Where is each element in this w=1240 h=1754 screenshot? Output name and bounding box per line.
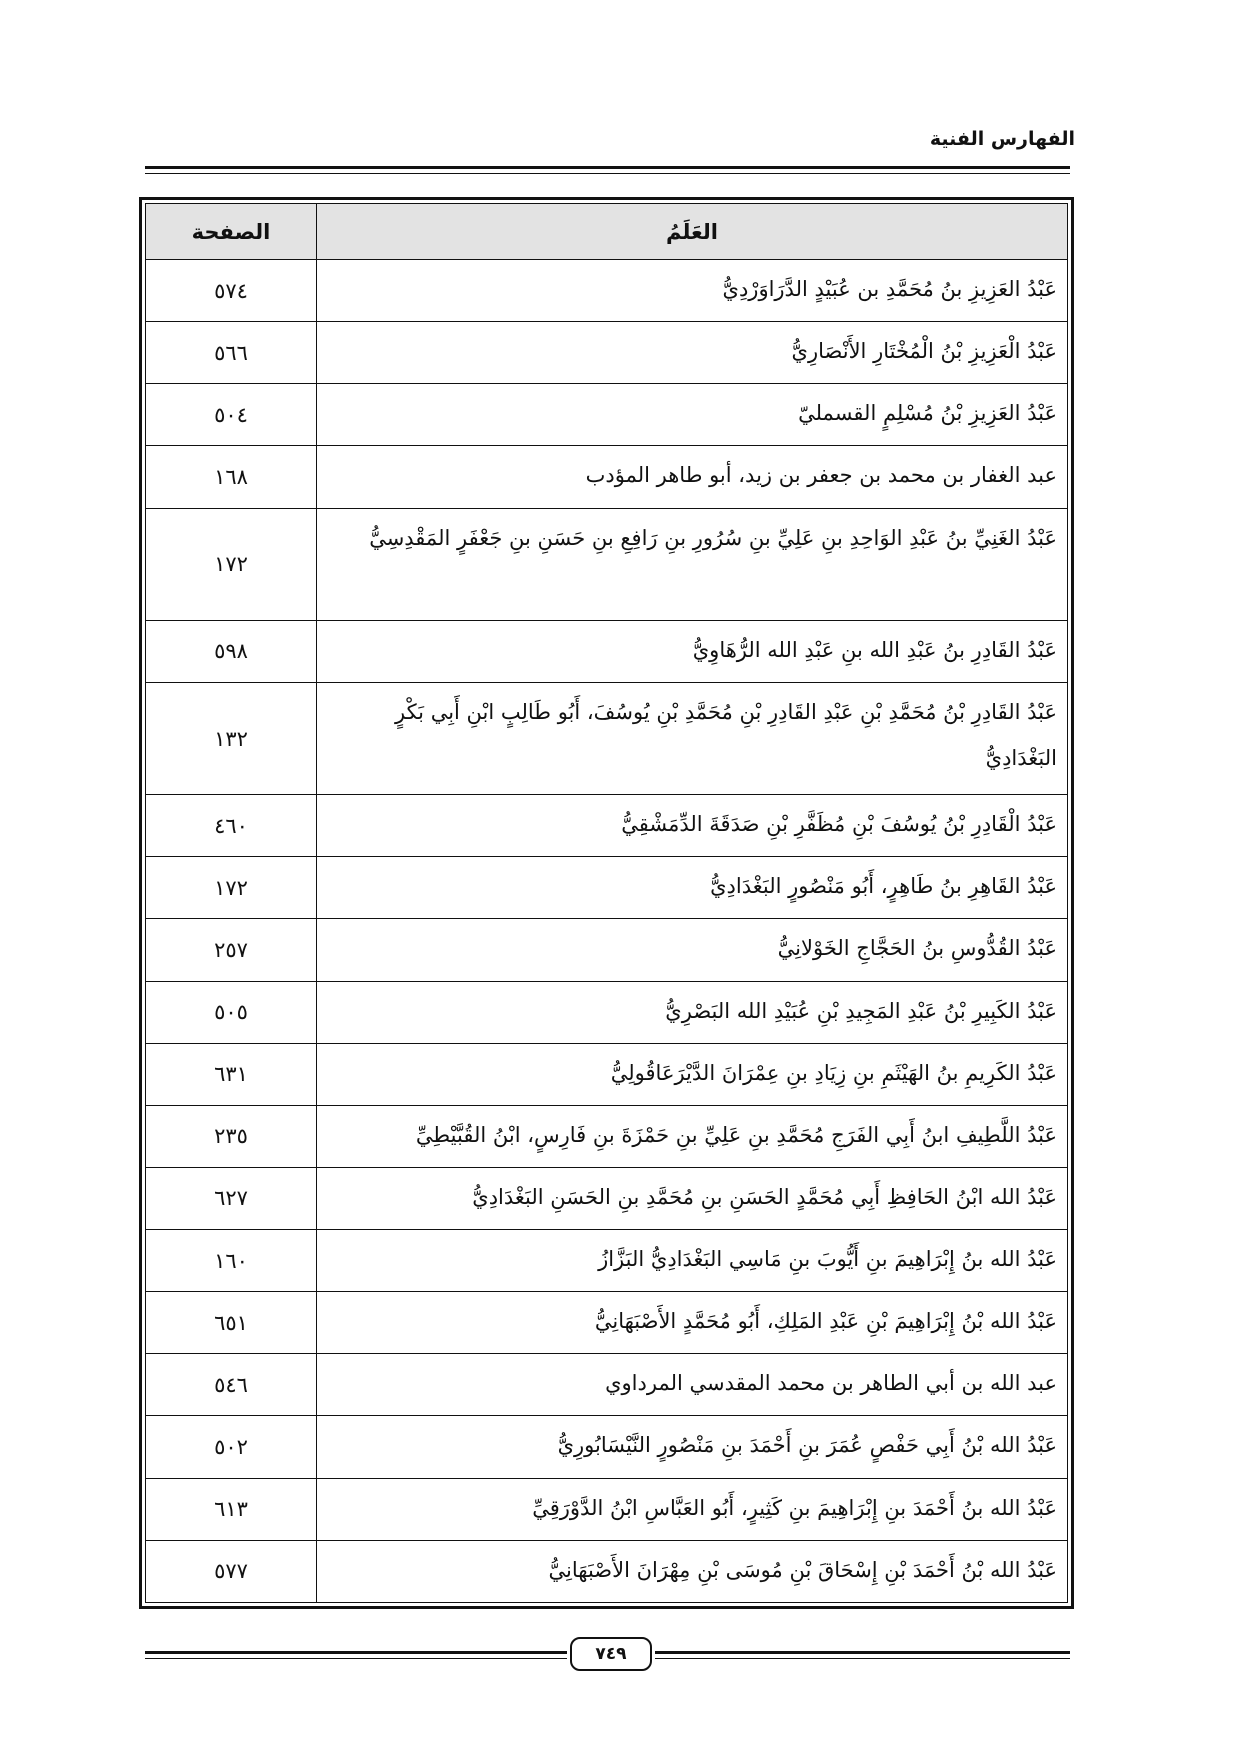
table-row: [146, 919, 1068, 981]
table-header-row: [146, 204, 1068, 260]
table-row: [146, 1292, 1068, 1354]
page-cell: ١٧٢: [146, 857, 317, 919]
footer-rule-right-thin: [655, 1658, 1070, 1659]
name-cell: عَبْدُ الغَنِيِّ بنُ عَبْدِ الوَاحِدِ بنِ عَلِيِّ بنِ سُرُورِ بنِ رَافِعِ بنِ حَسَنِ بنِ جَعْفَرٍ المَقْدِسِيُّ: [317, 508, 1068, 620]
name-cell: عَبْدُ القَادِرِ بنُ عَبْدِ الله بنِ عَبْدِ الله الرُّهَاوِيُّ: [317, 620, 1068, 682]
page-cell: ٥٠٥: [146, 981, 317, 1043]
header-rule-thin: [145, 173, 1070, 174]
name-cell: عَبْدُ القَادِرِ بْنُ مُحَمَّدِ بْنِ عَبْدِ القَادِرِ بْنِ مُحَمَّدِ بْنِ يُوسُفَ، أَبُو طَالِبٍ ابْنِ أَبِي بَكْرٍ البَغْدَادِيُّ: [317, 682, 1068, 794]
table-row: [146, 795, 1068, 857]
table-row: [146, 1416, 1068, 1478]
footer-rule-right: [655, 1651, 1070, 1654]
page-cell: ٦٥١: [146, 1292, 317, 1354]
table-row: [146, 857, 1068, 919]
name-cell: عَبْدُ الله بنُ إِبْرَاهِيمَ بنِ أَيُّوبَ بنِ مَاسِي البَغْدَادِيُّ البَزَّازُ: [317, 1230, 1068, 1292]
page-cell: ٥٠٤: [146, 384, 317, 446]
table-row: [146, 620, 1068, 682]
table-row: [146, 1043, 1068, 1105]
table-row: [146, 508, 1068, 620]
page-cell: ٦١٣: [146, 1478, 317, 1540]
table-row: [146, 1540, 1068, 1602]
name-cell: عَبْدُ الْعَزِيزِ بْنُ الْمُخْتَارِ الأَنْصَارِيُّ: [317, 322, 1068, 384]
name-cell: عبد الله بن أبي الطاهر بن محمد المقدسي المرداوي: [317, 1354, 1068, 1416]
table-row: [146, 981, 1068, 1043]
page-cell: ٥٤٦: [146, 1354, 317, 1416]
page-cell: ١٧٢: [146, 508, 317, 620]
column-header-page: الصفحة: [146, 204, 317, 260]
page-number: ٧٤٩: [570, 1637, 652, 1671]
table-row: [146, 1478, 1068, 1540]
page-cell: ٦٢٧: [146, 1167, 317, 1229]
name-cell: عَبْدُ العَزِيزِ بْنُ مُسْلِمٍ القسمليّ: [317, 384, 1068, 446]
name-cell: عَبْدُ الله ابْنُ الحَافِظِ أَبِي مُحَمَّدٍ الحَسَنِ بنِ مُحَمَّدِ بنِ الحَسَنِ البَغْدَادِيُّ: [317, 1167, 1068, 1229]
page-cell: ٥٧٧: [146, 1540, 317, 1602]
name-cell: عَبْدُ الله بْنُ أَبِي حَفْصٍ عُمَرَ بنِ أَحْمَدَ بنِ مَنْصُورٍ النَّيْسَابُورِيُّ: [317, 1416, 1068, 1478]
header-rule-thick: [145, 166, 1070, 169]
table-row: [146, 1354, 1068, 1416]
page-cell: ٥٠٢: [146, 1416, 317, 1478]
page-cell: ٥٦٦: [146, 322, 317, 384]
index-table-frame: [139, 197, 1074, 1609]
page-cell: ١٦٠: [146, 1230, 317, 1292]
name-cell: عَبْدُ الله بْنُ أَحْمَدَ بْنِ إِسْحَاقَ بْنِ مُوسَى بْنِ مِهْرَانَ الأَصْبَهَانِيُّ: [317, 1540, 1068, 1602]
name-cell: عَبْدُ القَاهِرِ بنُ طَاهِرٍ، أَبُو مَنْصُورٍ البَغْدَادِيُّ: [317, 857, 1068, 919]
table-row: [146, 384, 1068, 446]
table-row: [146, 1167, 1068, 1229]
page-cell: ٥٧٤: [146, 260, 317, 322]
page-cell: ٥٩٨: [146, 620, 317, 682]
name-cell: عَبْدُ العَزِيزِ بنُ مُحَمَّدِ بن عُبَيْدٍ الدَّرَاوَرْدِيُّ: [317, 260, 1068, 322]
table-row: [146, 260, 1068, 322]
index-table: [145, 203, 1068, 1603]
table-row: [146, 322, 1068, 384]
name-cell: عَبْدُ الْقَادِرِ بْنُ يُوسُفَ بْنِ مُظَفَّرِ بْنِ صَدَقَةَ الدِّمَشْقِيُّ: [317, 795, 1068, 857]
footer-rule-left-thin: [145, 1658, 567, 1659]
page-cell: ١٣٢: [146, 682, 317, 794]
table-row: [146, 1230, 1068, 1292]
page-cell: ٢٥٧: [146, 919, 317, 981]
page-cell: ٤٦٠: [146, 795, 317, 857]
page-cell: ٦٣١: [146, 1043, 317, 1105]
table-row: [146, 682, 1068, 794]
name-cell: عَبْدُ الكَبِيرِ بْنُ عَبْدِ المَجِيدِ بْنِ عُبَيْدِ الله البَصْرِيُّ: [317, 981, 1068, 1043]
running-head-title: الفهارس الفنية: [929, 128, 1075, 150]
name-cell: عَبْدُ القُدُّوسِ بنُ الحَجَّاجِ الخَوْلانِيُّ: [317, 919, 1068, 981]
column-header-name: العَلَمُ: [317, 204, 1068, 260]
name-cell: عَبْدُ الله بْنُ إِبْرَاهِيمَ بْنِ عَبْدِ المَلِكِ، أَبُو مُحَمَّدٍ الأَصْبَهَانِيُّ: [317, 1292, 1068, 1354]
table-row: [146, 446, 1068, 508]
name-cell: عَبْدُ اللَّطِيفِ ابنُ أَبِي الفَرَجِ مُحَمَّدِ بنِ عَلِيِّ بنِ حَمْزَةَ بنِ فَارِسٍ، ابْنُ القُبَّيْطِيِّ: [317, 1105, 1068, 1167]
name-cell: عَبْدُ الكَرِيمِ بنُ الهَيْثَمِ بنِ زِيَادِ بنِ عِمْرَانَ الدَّيْرَعَاقُولِيُّ: [317, 1043, 1068, 1105]
name-cell: عبد الغفار بن محمد بن جعفر بن زيد، أبو طاهر المؤدب: [317, 446, 1068, 508]
name-cell: عَبْدُ الله بنُ أَحْمَدَ بنِ إِبْرَاهِيمَ بنِ كَثِيرٍ، أَبُو العَبَّاسِ ابْنُ الدَّوْرَقِيِّ: [317, 1478, 1068, 1540]
page-cell: ٢٣٥: [146, 1105, 317, 1167]
footer-rule-left: [145, 1651, 567, 1654]
table-row: [146, 1105, 1068, 1167]
page-cell: ١٦٨: [146, 446, 317, 508]
